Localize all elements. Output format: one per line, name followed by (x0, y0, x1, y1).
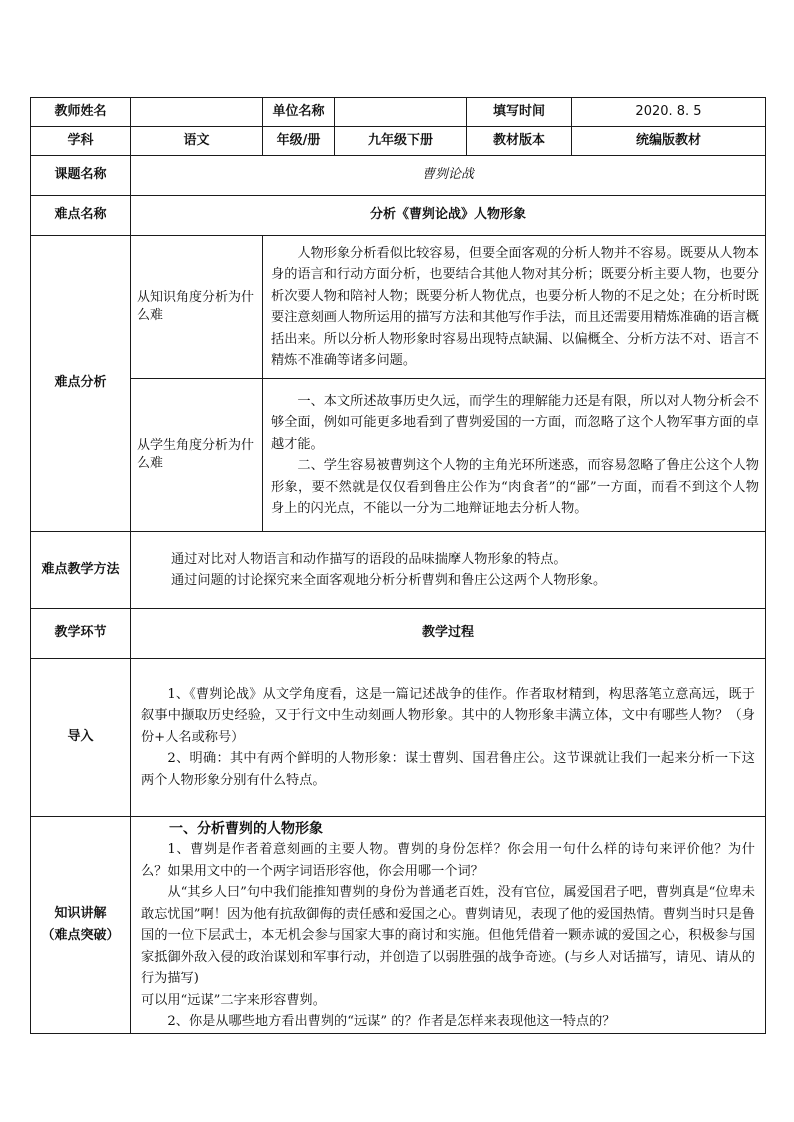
topic-label: 课题名称 (31, 156, 131, 196)
student-angle-text-1: 一、本文所述故事历史久远，而学生的理解能力还是有限，所以对人物分析会不够全面，例如可能更多地看到了曹刿爱国的一方面，而忽略了这个人物军事方面的卓越才能。 (271, 393, 759, 452)
knowledge-paragraph-1: 1、曹刿是作者着意刻画的主要人物。曹刿的身份怎样？你会用一句什么样的诗句来评价他？为什么？如果用文中的一个两字词语形容他，你会用哪一个词？ (141, 842, 755, 879)
intro-label: 导入 (31, 659, 131, 817)
difficulty-label: 难点名称 (31, 196, 131, 236)
fill-date-label: 填写时间 (467, 98, 572, 127)
knowledge-paragraph-3: 可以用“远谋”二字来形容曹刿。 (141, 992, 326, 1008)
subject-label: 学科 (31, 127, 131, 156)
process-section-title: 教学过程 (131, 609, 766, 659)
difficulty-value: 分析《曹刿论战》人物形象 (131, 196, 766, 236)
edition-value: 统编版教材 (572, 127, 766, 156)
subject-value: 语文 (131, 127, 263, 156)
intro-paragraph-1: 1、《曹刿论战》从文学角度看，这是一篇记述战争的佳作。作者取材精到，构思落笔立意高远，既于叙事中撷取历史经验，又于行文中生动刻画人物形象。其中的人物形象丰满立体，文中有哪些人物？（身份+人名或称号） (141, 686, 755, 745)
lesson-plan-table (30, 97, 766, 1034)
edition-label: 教材版本 (467, 127, 572, 156)
method-line-2: 通过问题的讨论探究来全面客观地分析分析曹刿和鲁庄公这两个人物形象。 (171, 573, 607, 588)
teacher-name-label: 教师姓名 (31, 98, 131, 127)
knowledge-angle-label: 从知识角度分析为什么难 (131, 236, 263, 379)
analysis-label: 难点分析 (31, 236, 131, 532)
intro-paragraph-2: 2、明确：其中有两个鲜明的人物形象：谋士曹刿、国君鲁庄公。这节课就让我们一起来分析一下这两个人物形象分别有什么特点。 (141, 751, 755, 788)
knowledge-heading: 一、分析曹刿的人物形象 (169, 821, 323, 837)
knowledge-section-label: 知识讲解 (54, 905, 107, 921)
student-angle-label: 从学生角度分析为什么难 (131, 379, 263, 532)
fill-date-value: 2020. 8. 5 (572, 98, 766, 127)
grade-label: 年级/册 (263, 127, 335, 156)
knowledge-section-sublabel: （难点突破） (41, 927, 120, 943)
student-angle-text-2: 二、学生容易被曹刿这个人物的主角光环所迷惑，而容易忽略了鲁庄公这个人物形象，要不然就是仅仅看到鲁庄公作为“肉食者”的“鄙”一方面，而看不到这个人物身上的闪光点，不能以一分为二地辩证地去分析人物。 (271, 458, 759, 516)
method-label: 难点教学方法 (31, 532, 131, 609)
process-section-label: 教学环节 (31, 609, 131, 659)
grade-value: 九年级下册 (335, 127, 467, 156)
topic-value: 曹刿论战 (131, 156, 766, 196)
knowledge-paragraph-4: 2、你是从哪些地方看出曹刿的“远谋” 的？作者是怎样来表现他这一特点的？ (167, 1014, 616, 1029)
teacher-name-value (131, 98, 263, 127)
knowledge-angle-text: 人物形象分析看似比较容易，但要全面客观的分析人物并不容易。既要从人物本身的语言和行动方面分析，也要结合其他人物对其分析；既要分析主要人物，也要分析次要人物和陪衬人物；既要分析人物优点，也要分析人物的不足之处；在分析时既要注意刻画人物所运用的描写方法和其他写作手法，而且还需要用精炼准确的语言概括出来。所以分析人物形象时容易出现特点缺漏、以偏概全、分析方法不对、语言不精炼不准确等诸多问题。 (271, 245, 759, 368)
unit-name-value (335, 98, 467, 127)
knowledge-paragraph-2: 从“其乡人曰”句中我们能推知曹刿的身份为普通老百姓，没有官位，属爱国君子吧，曹刿真是“位卑未敢忘忧国”啊！因为他有抗敌御侮的责任感和爱国之心。曹刿请见，表现了他的爱国热情。曹刿当时只是鲁国的一位下层武士，本无机会参与国家大事的商讨和实施。但他凭借着一颗赤诚的爱国之心，积极参与国家抵御外敌入侵的政治谋划和军事行动，并创造了以弱胜强的战争奇迹。(与乡人对话描写，请见、请从的行为描写) (141, 885, 755, 986)
unit-name-label: 单位名称 (263, 98, 335, 127)
method-line-1: 通过对比对人物语言和动作描写的语段的品味揣摩人物形象的特点。 (171, 551, 567, 567)
